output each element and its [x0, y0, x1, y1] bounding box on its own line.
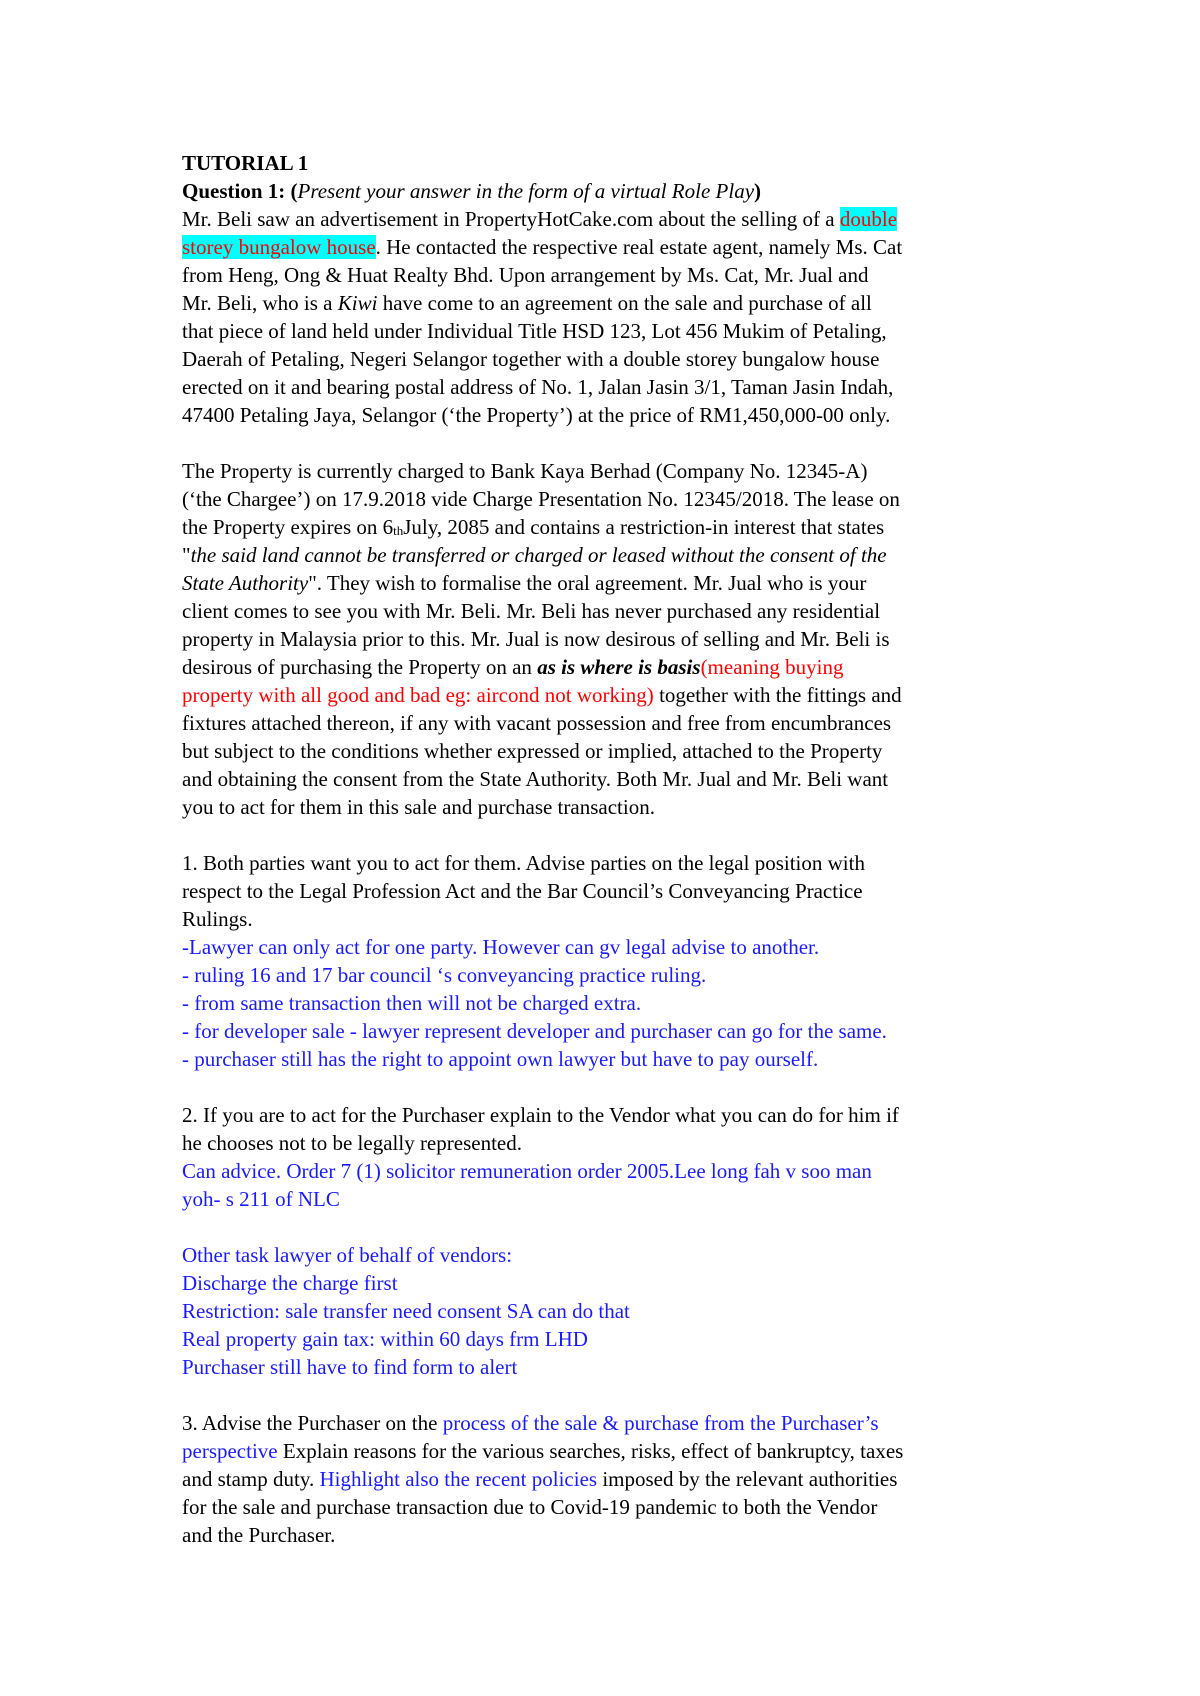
tutorial-title: TUTORIAL 1: [182, 151, 309, 175]
para1-line: 47400 Petaling Jaya, Selangor (‘the Property’) at the price of RM1,450,000-00 only.: [182, 403, 891, 427]
q1-line: 1. Both parties want you to act for them. Advise parties on the legal position with: [182, 851, 865, 875]
q3-line: perspective Explain reasons for the various searches, risks, effect of bankruptcy, taxes: [182, 1439, 904, 1463]
red-annotation: (meaning buying: [700, 655, 844, 679]
q1-line: respect to the Legal Profession Act and the Bar Council’s Conveyancing Practice: [182, 879, 863, 903]
q2-task: Purchaser still have to find form to alert: [182, 1355, 518, 1379]
q2-task: Other task lawyer of behalf of vendors:: [182, 1243, 513, 1267]
paragraph-gap: [182, 1381, 1052, 1409]
para2-line: State Authority". They wish to formalise the oral agreement. Mr. Jual who is your: [182, 571, 867, 595]
q3-line: and stamp duty. Highlight also the recent policies imposed by the relevant authorities: [182, 1467, 898, 1491]
para2-line: "the said land cannot be transferred or charged or leased without the consent of the: [182, 543, 887, 567]
q1-answer: - ruling 16 and 17 bar council ‘s conveyancing practice ruling.: [182, 963, 707, 987]
paragraph-gap: [182, 1213, 1052, 1241]
q1-answer: - from same transaction then will not be charged extra.: [182, 991, 642, 1015]
highlighted-text: storey bungalow house: [182, 235, 376, 259]
para2-line: client comes to see you with Mr. Beli. Mr. Beli has never purchased any residential: [182, 599, 881, 623]
para1-line: Daerah of Petaling, Negeri Selangor together with a double storey bungalow house: [182, 347, 880, 371]
para1-line: Mr. Beli saw an advertisement in PropertyHotCake.com about the selling of a double: [182, 207, 898, 231]
q1-answer: - for developer sale - lawyer represent developer and purchaser can go for the same.: [182, 1019, 887, 1043]
blue-annotation: process of the sale & purchase from the Purchaser’s: [442, 1411, 879, 1435]
q1-answer: - purchaser still has the right to appoint own lawyer but have to pay ourself.: [182, 1047, 819, 1071]
q2-answer: Can advice. Order 7 (1) solicitor remuneration order 2005.Lee long fah v soo man: [182, 1159, 872, 1183]
document-body: [182, 149, 1052, 1549]
para1-line: storey bungalow house. He contacted the respective real estate agent, namely Ms. Cat: [182, 235, 903, 259]
q2-line: 2. If you are to act for the Purchaser explain to the Vendor what you can do for him if: [182, 1103, 899, 1127]
para2-line: the Property expires on $6_{th}July$, 2085 and contains a restriction-in interest that states: [182, 515, 885, 539]
para2-line: property with all good and bad eg: aircond not working) together with the fittings and: [182, 683, 902, 707]
q2-task: Real property gain tax: within 60 days frm LHD: [182, 1327, 588, 1351]
para2-line: property in Malaysia prior to this. Mr. Jual is now desirous of selling and Mr. Beli is: [182, 627, 890, 651]
blue-annotation: perspective: [182, 1439, 278, 1463]
q1-answer: -Lawyer can only act for one party. However can gv legal advise to another.: [182, 935, 820, 959]
q3-line: and the Purchaser.: [182, 1523, 336, 1547]
paragraph-gap: [182, 1073, 1052, 1101]
blue-annotation: Highlight also the recent policies: [319, 1467, 598, 1491]
q2-task: Discharge the charge first: [182, 1271, 398, 1295]
q1-line: Rulings.: [182, 907, 253, 931]
para1-line: Mr. Beli, who is a Kiwi have come to an agreement on the sale and purchase of all: [182, 291, 872, 315]
para2-line: The Property is currently charged to Bank Kaya Berhad (Company No. 12345-A): [182, 459, 868, 483]
para2-line: you to act for them in this sale and purchase transaction.: [182, 795, 655, 819]
question-heading: Question 1: (Present your answer in the form of a virtual Role Play): [182, 179, 762, 203]
q3-line: for the sale and purchase transaction due to Covid-19 pandemic to both the Vendor: [182, 1495, 878, 1519]
para2-line: desirous of purchasing the Property on an as is where is basis(meaning buying: [182, 655, 844, 679]
paragraph-gap: [182, 429, 1052, 457]
q2-task: Restriction: sale transfer need consent SA can do that: [182, 1299, 630, 1323]
para2-line: (‘the Chargee’) on 17.9.2018 vide Charge Presentation No. 12345/2018. The lease on: [182, 487, 900, 511]
highlighted-text: double: [839, 207, 898, 231]
q3-line: 3. Advise the Purchaser on the process of the sale & purchase from the Purchaser’s: [182, 1411, 879, 1435]
para2-line: fixtures attached thereon, if any with vacant possession and free from encumbrances: [182, 711, 892, 735]
para2-line: and obtaining the consent from the State Authority. Both Mr. Jual and Mr. Beli want: [182, 767, 889, 791]
q2-line: he chooses not to be legally represented.: [182, 1131, 522, 1155]
red-annotation: property with all good and bad eg: aircond not working): [182, 683, 654, 707]
para1-line: from Heng, Ong & Huat Realty Bhd. Upon arrangement by Ms. Cat, Mr. Jual and: [182, 263, 869, 287]
para2-line: but subject to the conditions whether expressed or implied, attached to the Property: [182, 739, 883, 763]
para1-line: erected on it and bearing postal address of No. 1, Jalan Jasin 3/1, Taman Jasin Indah,: [182, 375, 894, 399]
paragraph-gap: [182, 821, 1052, 849]
para1-line: that piece of land held under Individual Title HSD 123, Lot 456 Mukim of Petaling,: [182, 319, 887, 343]
q2-answer: yoh- s 211 of NLC: [182, 1187, 340, 1211]
